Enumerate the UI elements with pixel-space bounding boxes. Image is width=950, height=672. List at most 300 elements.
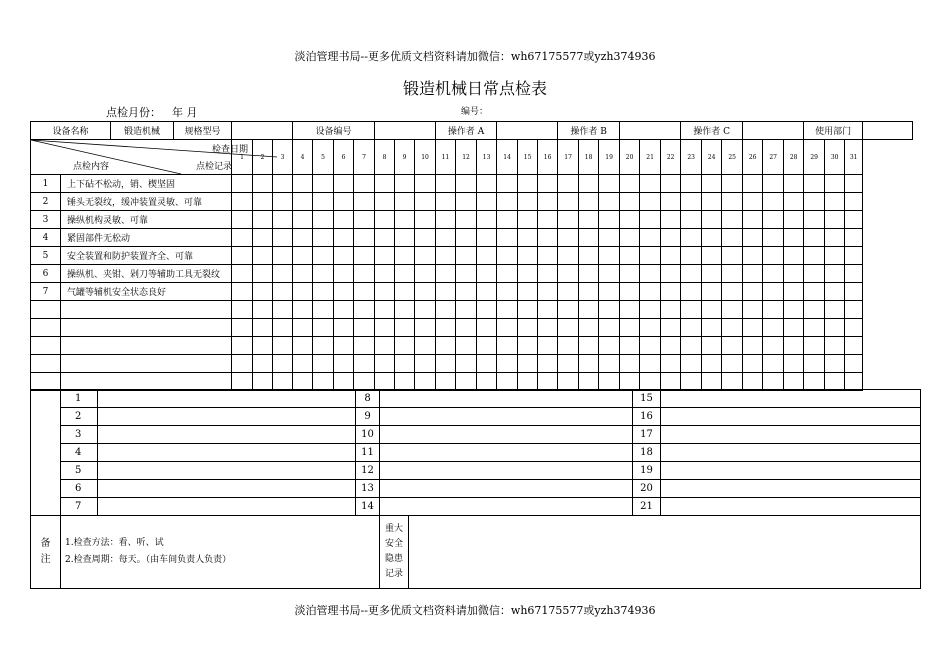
- check-cell[interactable]: [232, 373, 253, 391]
- check-cell[interactable]: [784, 355, 804, 373]
- check-cell[interactable]: [681, 319, 702, 337]
- check-cell[interactable]: [273, 337, 293, 355]
- check-cell[interactable]: [743, 247, 763, 265]
- check-cell[interactable]: [845, 175, 863, 193]
- check-cell[interactable]: [825, 373, 845, 391]
- check-cell[interactable]: [518, 355, 538, 373]
- check-cell[interactable]: [497, 247, 518, 265]
- check-cell[interactable]: [599, 265, 620, 283]
- check-cell[interactable]: [661, 211, 681, 229]
- check-cell[interactable]: [743, 355, 763, 373]
- check-cell[interactable]: [804, 283, 825, 301]
- notes-entry-cell[interactable]: [380, 480, 633, 498]
- check-cell[interactable]: [273, 355, 293, 373]
- check-cell[interactable]: [661, 247, 681, 265]
- check-cell[interactable]: [415, 229, 436, 247]
- check-cell[interactable]: [293, 175, 313, 193]
- check-cell[interactable]: [354, 319, 375, 337]
- check-cell[interactable]: [743, 265, 763, 283]
- check-cell[interactable]: [415, 355, 436, 373]
- check-cell[interactable]: [313, 211, 334, 229]
- check-cell[interactable]: [273, 283, 293, 301]
- check-cell[interactable]: [681, 211, 702, 229]
- check-cell[interactable]: [702, 193, 722, 211]
- check-cell[interactable]: [456, 283, 477, 301]
- check-cell[interactable]: [293, 283, 313, 301]
- check-cell[interactable]: [273, 319, 293, 337]
- check-cell[interactable]: [456, 355, 477, 373]
- check-cell[interactable]: [456, 175, 477, 193]
- check-cell[interactable]: [293, 265, 313, 283]
- check-cell[interactable]: [579, 319, 599, 337]
- check-cell[interactable]: [273, 175, 293, 193]
- check-cell[interactable]: [784, 283, 804, 301]
- check-cell[interactable]: [436, 265, 456, 283]
- check-cell[interactable]: [784, 319, 804, 337]
- check-cell[interactable]: [395, 319, 415, 337]
- check-cell[interactable]: [232, 337, 253, 355]
- check-cell[interactable]: [825, 319, 845, 337]
- check-cell[interactable]: [743, 373, 763, 391]
- dept-value-cell[interactable]: [863, 122, 913, 140]
- device-no-value-cell[interactable]: [375, 122, 436, 140]
- check-cell[interactable]: [681, 193, 702, 211]
- check-cell[interactable]: [253, 211, 273, 229]
- check-cell[interactable]: [456, 193, 477, 211]
- check-cell[interactable]: [313, 283, 334, 301]
- check-cell[interactable]: [845, 265, 863, 283]
- check-cell[interactable]: [620, 373, 640, 391]
- check-cell[interactable]: [804, 247, 825, 265]
- check-cell[interactable]: [804, 355, 825, 373]
- check-cell[interactable]: [825, 301, 845, 319]
- check-cell[interactable]: [599, 301, 620, 319]
- check-cell[interactable]: [497, 265, 518, 283]
- check-cell[interactable]: [334, 355, 354, 373]
- check-cell[interactable]: [845, 319, 863, 337]
- check-cell[interactable]: [538, 175, 558, 193]
- check-cell[interactable]: [497, 301, 518, 319]
- check-cell[interactable]: [293, 337, 313, 355]
- check-cell[interactable]: [538, 265, 558, 283]
- check-cell[interactable]: [436, 373, 456, 391]
- check-cell[interactable]: [702, 211, 722, 229]
- check-cell[interactable]: [477, 301, 497, 319]
- check-cell[interactable]: [273, 301, 293, 319]
- check-cell[interactable]: [763, 247, 784, 265]
- check-cell[interactable]: [620, 283, 640, 301]
- check-cell[interactable]: [354, 193, 375, 211]
- check-cell[interactable]: [825, 265, 845, 283]
- check-cell[interactable]: [743, 175, 763, 193]
- check-cell[interactable]: [497, 283, 518, 301]
- check-cell[interactable]: [804, 175, 825, 193]
- check-cell[interactable]: [702, 373, 722, 391]
- notes-entry-cell[interactable]: [661, 390, 921, 408]
- check-cell[interactable]: [702, 247, 722, 265]
- check-cell[interactable]: [599, 247, 620, 265]
- check-cell[interactable]: [293, 247, 313, 265]
- check-cell[interactable]: [804, 337, 825, 355]
- check-cell[interactable]: [784, 211, 804, 229]
- check-cell[interactable]: [640, 265, 661, 283]
- check-cell[interactable]: [313, 373, 334, 391]
- check-cell[interactable]: [477, 355, 497, 373]
- check-cell[interactable]: [436, 337, 456, 355]
- check-cell[interactable]: [620, 211, 640, 229]
- check-cell[interactable]: [681, 229, 702, 247]
- check-cell[interactable]: [702, 175, 722, 193]
- check-cell[interactable]: [599, 175, 620, 193]
- check-cell[interactable]: [661, 229, 681, 247]
- check-cell[interactable]: [825, 175, 845, 193]
- check-cell[interactable]: [354, 373, 375, 391]
- check-cell[interactable]: [681, 283, 702, 301]
- check-cell[interactable]: [763, 211, 784, 229]
- check-cell[interactable]: [415, 319, 436, 337]
- check-cell[interactable]: [722, 283, 743, 301]
- check-cell[interactable]: [558, 301, 579, 319]
- notes-entry-cell[interactable]: [98, 408, 356, 426]
- check-cell[interactable]: [558, 175, 579, 193]
- check-cell[interactable]: [253, 247, 273, 265]
- check-cell[interactable]: [334, 211, 354, 229]
- check-cell[interactable]: [784, 265, 804, 283]
- check-cell[interactable]: [436, 283, 456, 301]
- check-cell[interactable]: [804, 229, 825, 247]
- notes-entry-cell[interactable]: [380, 390, 633, 408]
- check-cell[interactable]: [620, 301, 640, 319]
- major-hazard-record-cell[interactable]: [409, 516, 921, 588]
- check-cell[interactable]: [375, 265, 395, 283]
- check-cell[interactable]: [579, 283, 599, 301]
- check-cell[interactable]: [579, 229, 599, 247]
- check-cell[interactable]: [354, 247, 375, 265]
- check-cell[interactable]: [599, 337, 620, 355]
- check-cell[interactable]: [620, 229, 640, 247]
- check-cell[interactable]: [375, 301, 395, 319]
- check-cell[interactable]: [722, 193, 743, 211]
- check-cell[interactable]: [415, 265, 436, 283]
- check-cell[interactable]: [661, 301, 681, 319]
- check-cell[interactable]: [538, 355, 558, 373]
- check-cell[interactable]: [395, 337, 415, 355]
- check-cell[interactable]: [661, 283, 681, 301]
- check-cell[interactable]: [702, 283, 722, 301]
- check-cell[interactable]: [518, 193, 538, 211]
- check-cell[interactable]: [334, 301, 354, 319]
- check-cell[interactable]: [518, 175, 538, 193]
- check-cell[interactable]: [395, 193, 415, 211]
- check-cell[interactable]: [375, 247, 395, 265]
- check-cell[interactable]: [436, 355, 456, 373]
- notes-entry-cell[interactable]: [661, 426, 921, 444]
- check-cell[interactable]: [375, 337, 395, 355]
- check-cell[interactable]: [415, 193, 436, 211]
- check-cell[interactable]: [354, 337, 375, 355]
- check-cell[interactable]: [804, 211, 825, 229]
- check-cell[interactable]: [763, 265, 784, 283]
- check-cell[interactable]: [313, 247, 334, 265]
- check-cell[interactable]: [681, 355, 702, 373]
- check-cell[interactable]: [293, 229, 313, 247]
- check-cell[interactable]: [784, 373, 804, 391]
- check-cell[interactable]: [273, 247, 293, 265]
- check-cell[interactable]: [743, 211, 763, 229]
- notes-entry-cell[interactable]: [661, 498, 921, 516]
- check-cell[interactable]: [497, 319, 518, 337]
- check-cell[interactable]: [743, 193, 763, 211]
- check-cell[interactable]: [599, 283, 620, 301]
- check-cell[interactable]: [640, 301, 661, 319]
- check-cell[interactable]: [538, 319, 558, 337]
- check-cell[interactable]: [538, 229, 558, 247]
- check-cell[interactable]: [784, 247, 804, 265]
- notes-entry-cell[interactable]: [98, 462, 356, 480]
- check-cell[interactable]: [253, 229, 273, 247]
- check-cell[interactable]: [702, 355, 722, 373]
- check-cell[interactable]: [722, 265, 743, 283]
- check-cell[interactable]: [375, 355, 395, 373]
- check-cell[interactable]: [763, 319, 784, 337]
- check-cell[interactable]: [579, 193, 599, 211]
- check-cell[interactable]: [253, 175, 273, 193]
- check-cell[interactable]: [558, 373, 579, 391]
- check-cell[interactable]: [273, 211, 293, 229]
- check-cell[interactable]: [620, 247, 640, 265]
- check-cell[interactable]: [232, 301, 253, 319]
- check-cell[interactable]: [334, 193, 354, 211]
- notes-entry-cell[interactable]: [380, 462, 633, 480]
- check-cell[interactable]: [313, 265, 334, 283]
- check-cell[interactable]: [599, 319, 620, 337]
- check-cell[interactable]: [313, 319, 334, 337]
- check-cell[interactable]: [845, 337, 863, 355]
- check-cell[interactable]: [395, 229, 415, 247]
- check-cell[interactable]: [845, 355, 863, 373]
- check-cell[interactable]: [558, 247, 579, 265]
- check-cell[interactable]: [354, 175, 375, 193]
- check-cell[interactable]: [293, 211, 313, 229]
- check-cell[interactable]: [743, 319, 763, 337]
- check-cell[interactable]: [436, 229, 456, 247]
- check-cell[interactable]: [825, 247, 845, 265]
- check-cell[interactable]: [334, 283, 354, 301]
- check-cell[interactable]: [579, 211, 599, 229]
- check-cell[interactable]: [722, 355, 743, 373]
- check-cell[interactable]: [620, 355, 640, 373]
- check-cell[interactable]: [558, 229, 579, 247]
- check-cell[interactable]: [456, 229, 477, 247]
- check-cell[interactable]: [477, 247, 497, 265]
- check-cell[interactable]: [436, 175, 456, 193]
- check-cell[interactable]: [375, 193, 395, 211]
- check-cell[interactable]: [845, 373, 863, 391]
- check-cell[interactable]: [436, 319, 456, 337]
- check-cell[interactable]: [232, 355, 253, 373]
- check-cell[interactable]: [640, 193, 661, 211]
- check-cell[interactable]: [538, 193, 558, 211]
- notes-entry-cell[interactable]: [98, 390, 356, 408]
- notes-entry-cell[interactable]: [380, 408, 633, 426]
- check-cell[interactable]: [845, 247, 863, 265]
- check-cell[interactable]: [763, 373, 784, 391]
- check-cell[interactable]: [825, 337, 845, 355]
- check-cell[interactable]: [313, 355, 334, 373]
- check-cell[interactable]: [825, 229, 845, 247]
- check-cell[interactable]: [253, 265, 273, 283]
- check-cell[interactable]: [334, 247, 354, 265]
- check-cell[interactable]: [599, 211, 620, 229]
- check-cell[interactable]: [702, 229, 722, 247]
- check-cell[interactable]: [334, 337, 354, 355]
- check-cell[interactable]: [354, 229, 375, 247]
- check-cell[interactable]: [436, 211, 456, 229]
- check-cell[interactable]: [538, 283, 558, 301]
- check-cell[interactable]: [375, 283, 395, 301]
- check-cell[interactable]: [558, 193, 579, 211]
- check-cell[interactable]: [579, 175, 599, 193]
- check-cell[interactable]: [702, 265, 722, 283]
- check-cell[interactable]: [415, 175, 436, 193]
- check-cell[interactable]: [558, 283, 579, 301]
- check-cell[interactable]: [253, 193, 273, 211]
- check-cell[interactable]: [845, 211, 863, 229]
- check-cell[interactable]: [375, 319, 395, 337]
- check-cell[interactable]: [763, 337, 784, 355]
- operator-b-value-cell[interactable]: [620, 122, 681, 140]
- check-cell[interactable]: [722, 211, 743, 229]
- check-cell[interactable]: [415, 211, 436, 229]
- check-cell[interactable]: [273, 193, 293, 211]
- check-cell[interactable]: [722, 373, 743, 391]
- check-cell[interactable]: [640, 283, 661, 301]
- check-cell[interactable]: [661, 355, 681, 373]
- check-cell[interactable]: [681, 265, 702, 283]
- check-cell[interactable]: [518, 319, 538, 337]
- check-cell[interactable]: [436, 301, 456, 319]
- check-cell[interactable]: [825, 355, 845, 373]
- check-cell[interactable]: [661, 193, 681, 211]
- check-cell[interactable]: [456, 247, 477, 265]
- check-cell[interactable]: [845, 301, 863, 319]
- check-cell[interactable]: [477, 265, 497, 283]
- check-cell[interactable]: [415, 247, 436, 265]
- check-cell[interactable]: [436, 247, 456, 265]
- check-cell[interactable]: [784, 229, 804, 247]
- check-cell[interactable]: [640, 319, 661, 337]
- check-cell[interactable]: [293, 193, 313, 211]
- notes-entry-cell[interactable]: [380, 444, 633, 462]
- check-cell[interactable]: [375, 175, 395, 193]
- check-cell[interactable]: [334, 175, 354, 193]
- check-cell[interactable]: [763, 283, 784, 301]
- check-cell[interactable]: [232, 175, 253, 193]
- check-cell[interactable]: [763, 229, 784, 247]
- check-cell[interactable]: [497, 337, 518, 355]
- check-cell[interactable]: [681, 301, 702, 319]
- check-cell[interactable]: [538, 337, 558, 355]
- check-cell[interactable]: [477, 229, 497, 247]
- check-cell[interactable]: [334, 265, 354, 283]
- check-cell[interactable]: [640, 355, 661, 373]
- check-cell[interactable]: [395, 265, 415, 283]
- check-cell[interactable]: [763, 301, 784, 319]
- check-cell[interactable]: [518, 265, 538, 283]
- notes-entry-cell[interactable]: [98, 444, 356, 462]
- check-cell[interactable]: [518, 283, 538, 301]
- check-cell[interactable]: [232, 193, 253, 211]
- check-cell[interactable]: [538, 373, 558, 391]
- check-cell[interactable]: [845, 229, 863, 247]
- check-cell[interactable]: [253, 373, 273, 391]
- check-cell[interactable]: [640, 211, 661, 229]
- check-cell[interactable]: [293, 373, 313, 391]
- check-cell[interactable]: [722, 175, 743, 193]
- check-cell[interactable]: [313, 229, 334, 247]
- check-cell[interactable]: [313, 301, 334, 319]
- notes-entry-cell[interactable]: [98, 498, 356, 516]
- check-cell[interactable]: [784, 175, 804, 193]
- check-cell[interactable]: [845, 193, 863, 211]
- check-cell[interactable]: [784, 193, 804, 211]
- check-cell[interactable]: [825, 283, 845, 301]
- check-cell[interactable]: [702, 337, 722, 355]
- check-cell[interactable]: [497, 175, 518, 193]
- check-cell[interactable]: [253, 319, 273, 337]
- check-cell[interactable]: [558, 211, 579, 229]
- check-cell[interactable]: [395, 211, 415, 229]
- check-cell[interactable]: [518, 211, 538, 229]
- check-cell[interactable]: [599, 373, 620, 391]
- check-cell[interactable]: [845, 283, 863, 301]
- check-cell[interactable]: [640, 175, 661, 193]
- check-cell[interactable]: [273, 229, 293, 247]
- check-cell[interactable]: [497, 211, 518, 229]
- check-cell[interactable]: [395, 247, 415, 265]
- check-cell[interactable]: [661, 265, 681, 283]
- check-cell[interactable]: [477, 211, 497, 229]
- check-cell[interactable]: [763, 193, 784, 211]
- operator-c-value-cell[interactable]: [743, 122, 804, 140]
- check-cell[interactable]: [253, 355, 273, 373]
- check-cell[interactable]: [232, 319, 253, 337]
- check-cell[interactable]: [313, 175, 334, 193]
- check-cell[interactable]: [681, 175, 702, 193]
- check-cell[interactable]: [743, 337, 763, 355]
- check-cell[interactable]: [253, 283, 273, 301]
- check-cell[interactable]: [313, 193, 334, 211]
- check-cell[interactable]: [620, 337, 640, 355]
- check-cell[interactable]: [538, 211, 558, 229]
- check-cell[interactable]: [804, 373, 825, 391]
- check-cell[interactable]: [620, 175, 640, 193]
- check-cell[interactable]: [558, 355, 579, 373]
- check-cell[interactable]: [415, 301, 436, 319]
- check-cell[interactable]: [681, 373, 702, 391]
- check-cell[interactable]: [313, 337, 334, 355]
- check-cell[interactable]: [477, 319, 497, 337]
- check-cell[interactable]: [599, 355, 620, 373]
- check-cell[interactable]: [661, 319, 681, 337]
- check-cell[interactable]: [722, 337, 743, 355]
- check-cell[interactable]: [804, 193, 825, 211]
- check-cell[interactable]: [743, 301, 763, 319]
- check-cell[interactable]: [784, 301, 804, 319]
- check-cell[interactable]: [599, 229, 620, 247]
- check-cell[interactable]: [415, 373, 436, 391]
- check-cell[interactable]: [477, 193, 497, 211]
